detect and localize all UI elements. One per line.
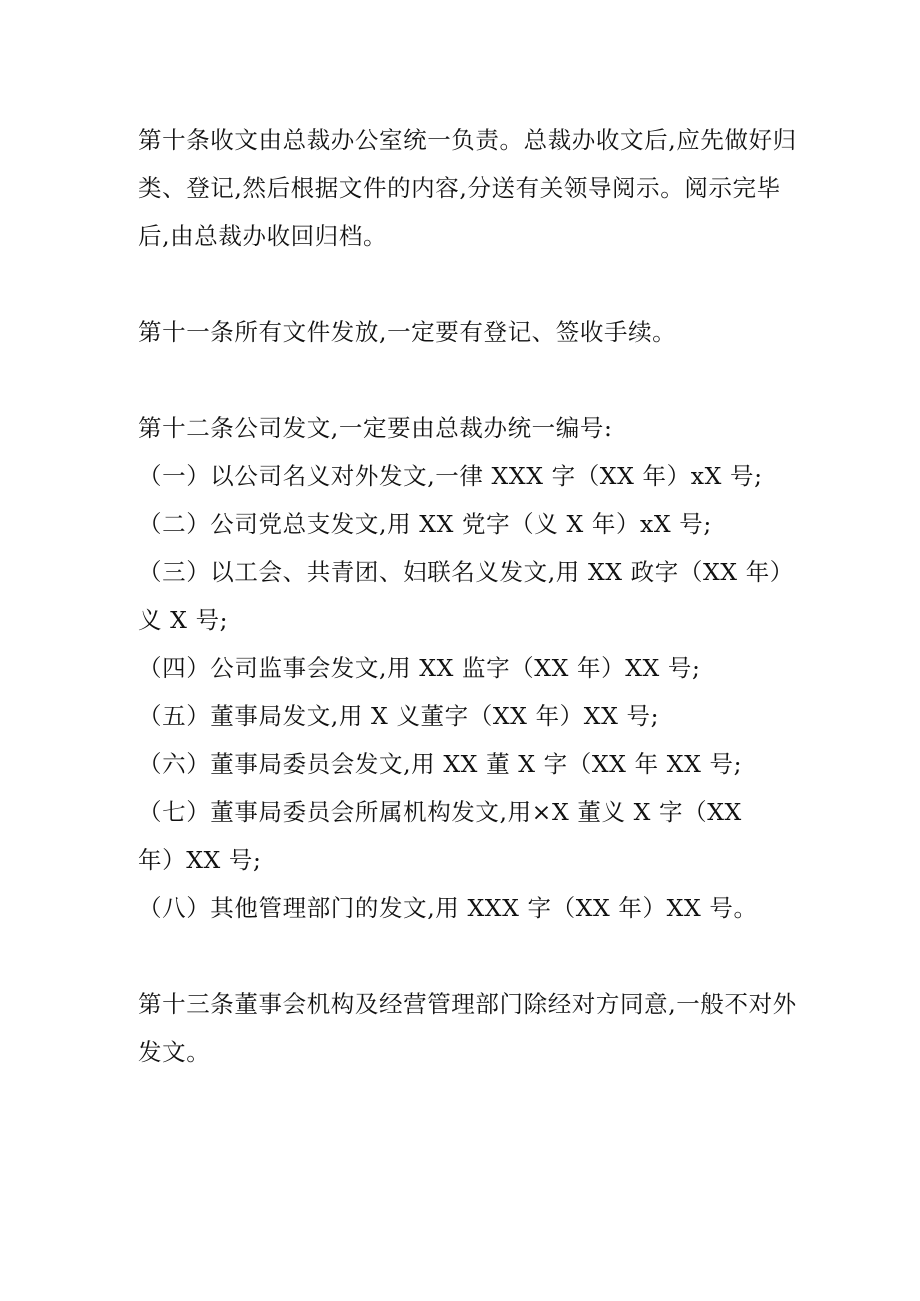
article-12-line-1: 第十二条公司发文,一定要由总裁办统一编号: xyxy=(138,414,613,442)
article-12-item-7-cont: 年）XX 号; xyxy=(138,846,262,874)
article-10-line-2: 类、登记,然后根据文件的内容,分送有关领导阅示。阅示完毕 xyxy=(138,174,781,202)
article-12-item-7: （七）董事局委员会所属机构发文,用×X 董义 X 字（XX xyxy=(138,798,742,826)
article-12-item-4: （四）公司监事会发文,用 XX 监字（XX 年）XX 号; xyxy=(138,654,701,682)
article-10-line-3: 后,由总裁办收回归档。 xyxy=(138,222,388,250)
paragraph-gap xyxy=(138,356,788,404)
article-12-item-3-cont: 义 X 号; xyxy=(138,606,229,634)
paragraph-gap xyxy=(138,260,788,308)
document-page xyxy=(138,116,797,1076)
article-10 xyxy=(138,116,797,260)
article-11-line-1: 第十一条所有文件发放,一定要有登记、签收手续。 xyxy=(138,318,677,346)
article-11 xyxy=(138,308,788,356)
article-13-line-2: 发文。 xyxy=(138,1038,211,1066)
article-13 xyxy=(138,980,797,1076)
article-12-item-3: （三）以工会、共青团、妇联名义发文,用 XX 政字（XX 年） xyxy=(138,558,794,586)
article-12-item-5: （五）董事局发文,用 X 义董字（XX 年）XX 号; xyxy=(138,702,660,730)
article-12-item-1: （一）以公司名义对外发文,一律 XXX 字（XX 年）xX 号; xyxy=(138,462,763,490)
article-10-line-1: 第十条收文由总裁办公室统一负责。总裁办收文后,应先做好归 xyxy=(138,126,797,154)
paragraph-gap xyxy=(138,932,788,980)
article-12 xyxy=(138,404,794,932)
article-13-line-1: 第十三条董事会机构及经营管理部门除经对方同意,一般不对外 xyxy=(138,990,797,1018)
article-12-item-6: （六）董事局委员会发文,用 XX 董 X 字（XX 年 XX 号; xyxy=(138,750,743,778)
article-12-item-2: （二）公司党总支发文,用 XX 党字（义 X 年）xX 号; xyxy=(138,510,712,538)
article-12-item-8: （八）其他管理部门的发文,用 XXX 字（XX 年）XX 号。 xyxy=(138,894,758,922)
